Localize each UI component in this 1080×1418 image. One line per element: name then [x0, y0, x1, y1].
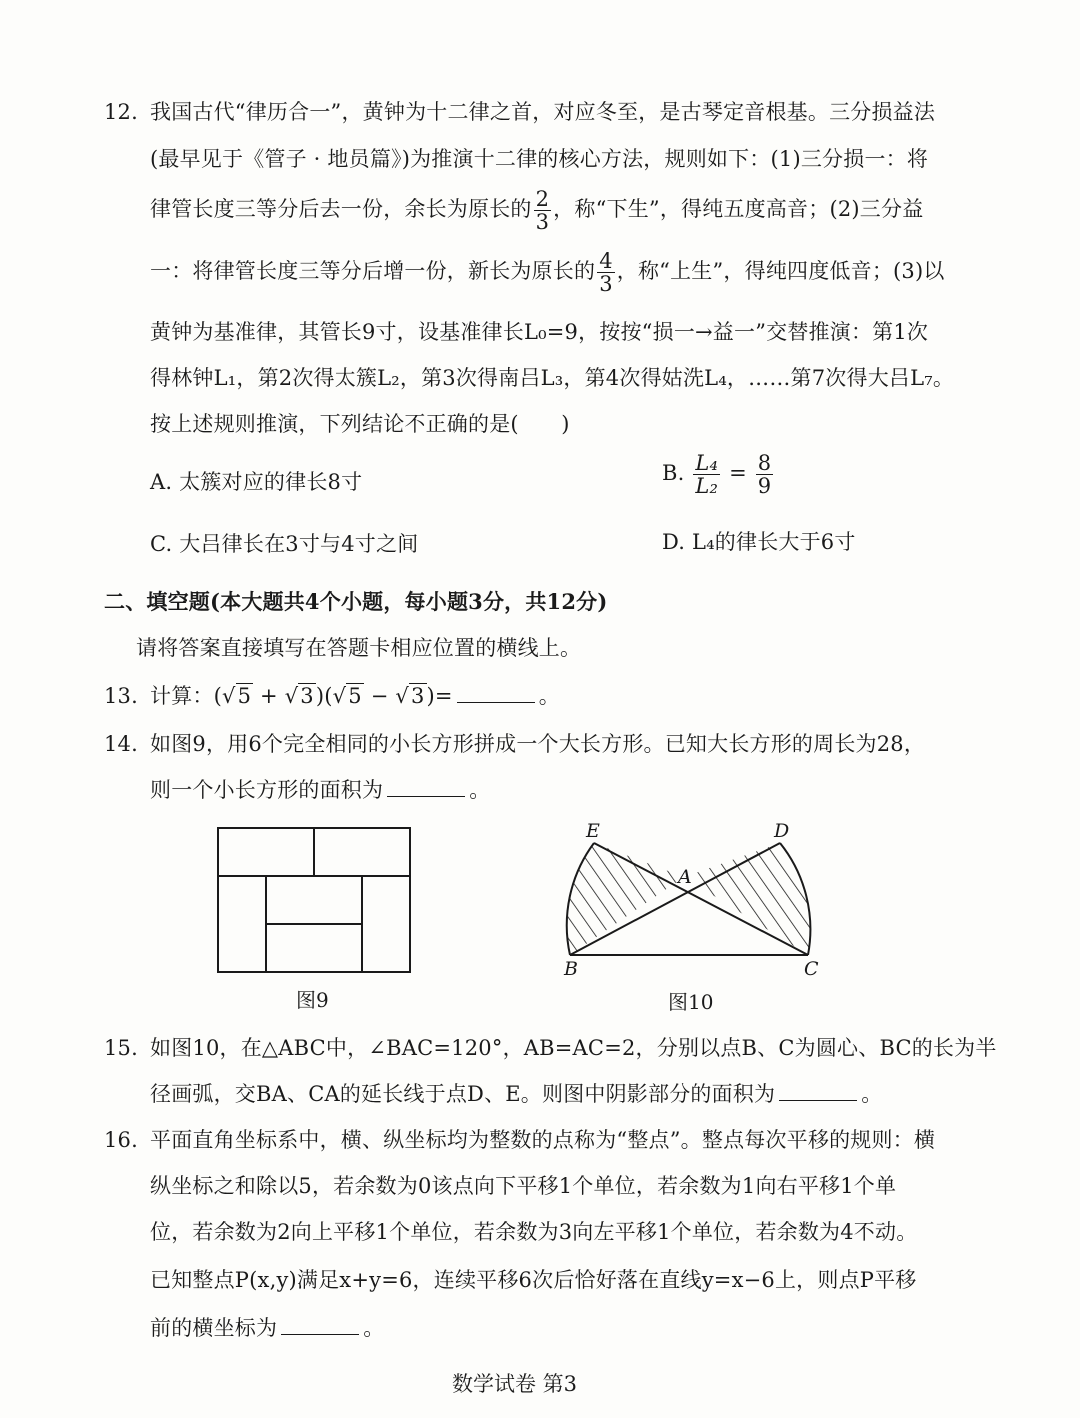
- q12-line2: (最早见于《管子 · 地员篇》)为推演十二律的核心方法，规则如下：(1)三分损一：将: [150, 147, 929, 171]
- answer-blank[interactable]: [387, 795, 465, 797]
- answer-blank[interactable]: [457, 701, 535, 703]
- q12-text4b: ，称“上生”，得纯四度低音；(3)以: [616, 259, 945, 284]
- q16-line5: [150, 1312, 384, 1342]
- q16-number: 16.: [104, 1128, 138, 1152]
- fraction-numerator: L₄: [695, 451, 719, 475]
- option-b-label: B.: [662, 461, 685, 486]
- fraction-l4-over-l2: [693, 452, 720, 497]
- q15-line2: [150, 1078, 882, 1108]
- fraction-two-thirds: [534, 188, 552, 233]
- fraction-numerator: 8: [757, 451, 772, 475]
- fig10-label-d: D: [774, 820, 790, 842]
- q16-end: 。: [363, 1316, 385, 1340]
- fraction-denominator: 9: [757, 474, 772, 499]
- q12-line4: [150, 250, 945, 295]
- q16-text5: 前的横坐标为: [150, 1316, 278, 1340]
- q12-text1: 我国古代“律历合一”，黄钟为十二律之首，对应冬至，是古琴定音根基。三分损益法: [150, 100, 936, 124]
- q12-number: 12.: [104, 100, 138, 124]
- q14-end: 。: [469, 778, 491, 802]
- fig9-caption: 图9: [296, 988, 329, 1012]
- figure-9: [210, 820, 420, 980]
- fig10-label-b: B: [564, 958, 578, 980]
- fraction-numerator: 4: [599, 249, 613, 273]
- answer-blank[interactable]: [779, 1099, 857, 1101]
- equals-sign: =: [729, 461, 747, 486]
- sqrt-radicand: 3: [300, 684, 314, 708]
- q12-line3: [150, 188, 923, 233]
- q14-line2: [150, 774, 490, 804]
- fig10-label-c: C: [804, 958, 819, 980]
- q16-line4: 已知整点P(x,y)满足x+y=6，连续平移6次后恰好落在直线y=x−6上，则点P平移: [150, 1268, 917, 1292]
- q12-line1: [104, 96, 935, 126]
- q15-number: 15.: [104, 1036, 138, 1060]
- sqrt-radicand: 5: [237, 684, 252, 708]
- q12-option-a: A. 太簇对应的律长8寸: [150, 470, 363, 494]
- q16-line3: 位，若余数为2向上平移1个单位，若余数为3向左平移1个单位，若余数为4不动。: [150, 1220, 918, 1244]
- q12-line6: 得林钟L₁，第2次得太簇L₂，第3次得南吕L₃，第4次得姑洗L₄，……第7次得大吕L₇。: [150, 366, 955, 390]
- minus-sign: −: [363, 684, 396, 708]
- q12-line5: 黄钟为基准律，其管长9寸，设基准律长L₀=9，按按“损一→益一”交替推演：第1次: [150, 320, 929, 344]
- page-footer: 数学试卷 第3: [452, 1372, 578, 1396]
- figure-10: [540, 815, 840, 985]
- sqrt-radicand: 5: [348, 684, 362, 708]
- sqrt-radicand: 3: [410, 684, 425, 708]
- fraction-eight-ninths: [756, 452, 774, 497]
- q12-option-b: [662, 452, 775, 497]
- q13-suffix: )=: [426, 684, 453, 708]
- q13-end: 。: [538, 684, 560, 708]
- fig10-label-a: A: [678, 866, 692, 888]
- q16-text1: 平面直角坐标系中，横、纵坐标均为整数的点称为“整点”。整点每次平移的规则：横: [150, 1128, 936, 1152]
- q15-end: 。: [861, 1082, 883, 1106]
- fig10-caption: 图10: [668, 990, 714, 1014]
- answer-blank[interactable]: [281, 1333, 359, 1335]
- q12-text3b: ，称“下生”，得纯五度高音；(2)三分益: [553, 197, 924, 222]
- q16-line2: 纵坐标之和除以5，若余数为0该点向下平移1个单位，若余数为1向右平移1个单: [150, 1174, 897, 1198]
- fraction-four-thirds: [597, 250, 615, 295]
- plus-sign: +: [253, 684, 285, 708]
- q13-prefix: 计算：(: [150, 684, 222, 708]
- fraction-denominator: 3: [599, 272, 613, 297]
- fraction-numerator: 2: [535, 187, 550, 211]
- q12-line7: 按上述规则推演，下列结论不正确的是( ): [150, 412, 570, 436]
- q13-line: 13. 计算：(√5 + √3)(√5 − √3)= 。: [104, 684, 560, 708]
- section2-title: 二、填空题(本大题共4个小题，每小题3分，共12分): [104, 589, 608, 614]
- q15-text2: 径画弧，交BA、CA的延长线于点D、E。则图中阴影部分的面积为: [150, 1082, 776, 1106]
- q14-line1: [104, 728, 925, 758]
- q14-text2: 则一个小长方形的面积为: [150, 778, 384, 802]
- q12-text3a: 律管长度三等分后去一份，余长为原长的: [150, 197, 532, 222]
- q15-text1: 如图10，在△ABC中，∠BAC=120°，AB=AC=2，分别以点B、C为圆心、BC的长为半: [150, 1036, 997, 1060]
- q14-number: 14.: [104, 732, 138, 756]
- q16-line1: [104, 1124, 935, 1154]
- q12-text4a: 一：将律管长度三等分后增一份，新长为原长的: [150, 259, 596, 284]
- fraction-denominator: L₂: [695, 474, 719, 499]
- q15-line1: [104, 1032, 997, 1062]
- q12-option-d: D. L₄的律长大于6寸: [662, 530, 856, 554]
- q13-mid: )(: [315, 684, 333, 708]
- q14-text1: 如图9，用6个完全相同的小长方形拼成一个大长方形。已知大长方形的周长为28，: [150, 732, 926, 756]
- fig10-label-e: E: [586, 820, 600, 842]
- section2-instruction: 请将答案直接填写在答题卡相应位置的横线上。: [136, 636, 582, 660]
- q13-number: 13.: [104, 684, 138, 708]
- q12-option-c: C. 大吕律长在3寸与4寸之间: [150, 532, 419, 556]
- fraction-denominator: 3: [535, 210, 550, 235]
